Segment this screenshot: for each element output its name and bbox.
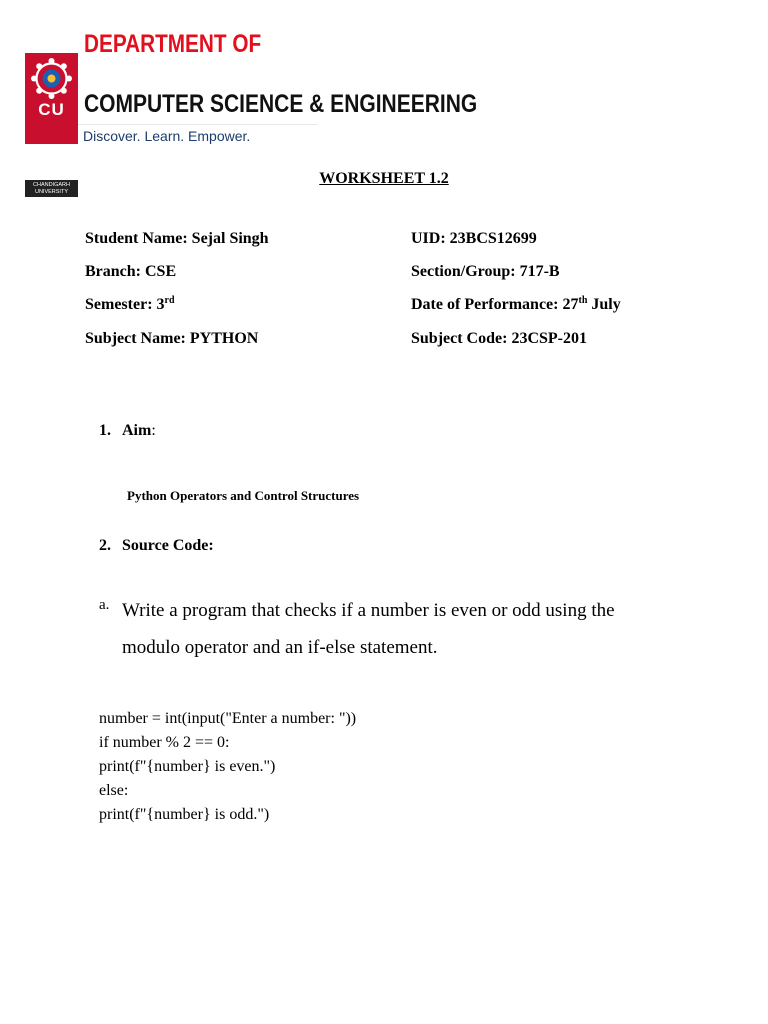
header-divider	[78, 124, 318, 125]
aim-heading	[122, 422, 156, 440]
subject-name: Subject Name: PYTHON	[85, 330, 259, 347]
code-line: print(f"{number} is even.")	[99, 758, 276, 775]
branch: Branch: CSE	[85, 263, 177, 280]
aim-label: Aim	[122, 422, 152, 439]
semester-suffix: rd	[164, 295, 175, 306]
question-line2: modulo operator and an if-else statement.	[122, 637, 438, 658]
student-uid: UID: 23BCS12699	[411, 230, 537, 247]
aim-colon: :	[151, 422, 156, 439]
aim-text: Python Operators and Control Structures	[127, 488, 360, 503]
code-line: print(f"{number} is odd.")	[99, 806, 270, 823]
code-line: number = int(input("Enter a number: "))	[99, 710, 357, 727]
department-title-line2: COMPUTER SCIENCE & ENGINEERING	[84, 90, 478, 118]
student-name: Student Name: Sejal Singh	[85, 230, 269, 247]
worksheet-title: WORKSHEET 1.2	[319, 170, 449, 187]
code-line: if number % 2 == 0:	[99, 734, 230, 751]
university-tagline: Discover. Learn. Empower.	[83, 128, 251, 144]
subject-code: Subject Code: 23CSP-201	[411, 330, 587, 347]
source-code-block	[99, 707, 356, 827]
logo-university-line2: UNIVERSITY	[34, 189, 68, 195]
university-seal-icon	[28, 55, 75, 102]
date-value: Date of Performance: 27	[411, 296, 579, 313]
semester	[85, 296, 175, 314]
date-month: July	[587, 296, 621, 313]
source-code-heading: Source Code:	[122, 537, 214, 554]
question-letter: a.	[99, 597, 110, 613]
logo-university-line1: CHANDIGARH	[33, 182, 70, 188]
source-code-number: 2.	[99, 537, 111, 554]
aim-number: 1.	[99, 422, 111, 439]
logo-initials: CU	[38, 100, 65, 119]
semester-value: Semester: 3	[85, 296, 165, 313]
date-of-performance	[411, 296, 621, 314]
code-line: else:	[99, 782, 129, 799]
question-text	[122, 592, 682, 666]
question-line1: Write a program that checks if a number is even or odd using the	[122, 600, 615, 621]
university-logo	[25, 53, 78, 195]
date-suffix-ordinal: th	[578, 295, 588, 306]
section-group: Section/Group: 717-B	[411, 263, 560, 280]
department-title-line1: DEPARTMENT OF	[84, 30, 262, 58]
